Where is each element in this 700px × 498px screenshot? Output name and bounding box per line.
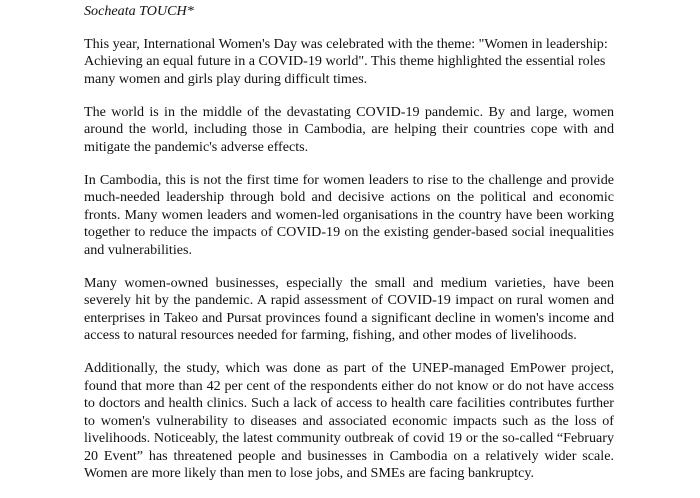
paragraph-theme: This year, International Women's Day was celebrated with the theme: "Women in leadership: Achieving an equal future in a COVID-19 world". This theme highlighted the essential roles many women and girls play during difficult times.	[84, 35, 608, 87]
paragraph-study: Additionally, the study, which was done as part of the UNEP-managed EmPower project, found that more than 42 per cent of the respondents either do not know or do not have access to doctors and health clinics. Such a lack of access to health care facilities contributes further to women's vulnerability to diseases and associated economic impacts such as the loss of livelihoods. Noticeably, the latest community outbreak of covid 19 or the so-called “February 20 Event” has threatened people and businesses in Cambodia on a relatively wider scale. Women are more likely than men to lose jobs, and SMEs are facing bankruptcy.	[84, 360, 614, 481]
paragraph-pandemic: The world is in the middle of the devastating COVID-19 pandemic. By and large, women around the world, including those in Cambodia, are helping their countries cope with and mitigate the pandemic's adverse effects.	[84, 103, 614, 155]
paragraph-businesses: Many women-owned businesses, especially the small and medium varieties, have been severely hit by the pandemic. A rapid assessment of COVID-19 impact on rural women and enterprises in Takeo and Pursat provinces found a significant decline in women's income and access to natural resources needed for farming, fishing, and other modes of livelihoods.	[84, 274, 614, 343]
article-body	[84, 3, 614, 498]
paragraph-cambodia-leaders: In Cambodia, this is not the first time for women leaders to rise to the challenge and provide much-needed leadership through bold and decisive actions on the political and economic fronts. Many women leaders and women-led organisations in the country have been working together to reduce the impacts of COVID-19 on the existing gender-based social inequalities and vulnerabilities.	[84, 171, 614, 258]
author-byline: Socheata TOUCH*	[84, 3, 194, 19]
